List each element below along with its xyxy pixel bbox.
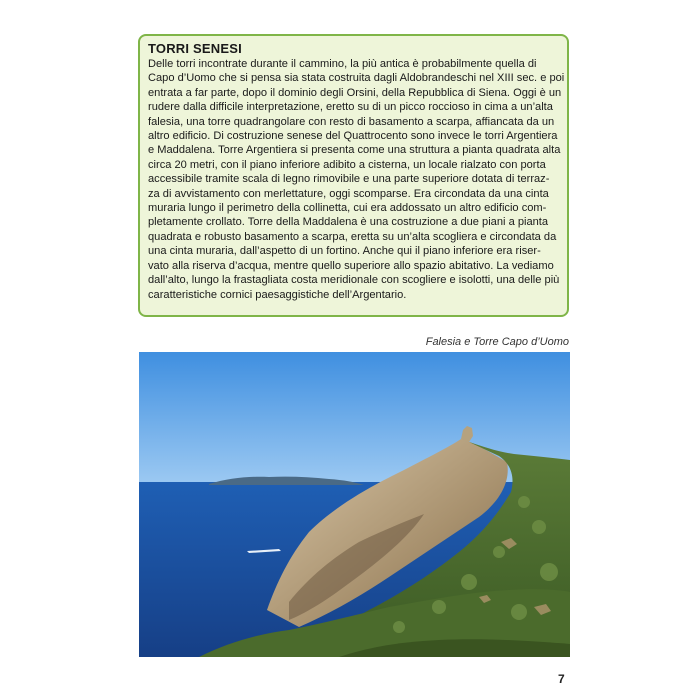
box-line: rudere dalla difficile interpretazione, eretto su di un picco roccioso in cima a un’alta xyxy=(148,101,553,114)
info-box xyxy=(138,34,569,317)
box-line: una cinta muraria, dall’aspetto di un fortino. Anche qui il piano inferiore era riser- xyxy=(148,245,541,258)
box-line: altro edificio. Di costruzione senese del Quattrocento sono invece le torri Argentiera xyxy=(148,130,558,143)
box-line: za di avvistamento con merlettature, oggi scomparse. Era circondata da una cinta xyxy=(148,187,549,200)
box-line: Delle torri incontrate durante il cammino, la più antica è probabilmente quella di xyxy=(148,58,537,70)
box-line: dall’alto, lungo la frastagliata costa meridionale con scogliere e isolotti, una delle più xyxy=(148,274,560,287)
box-line: accessibile tramite scala di legno rimovibile e una parte superiore dotata di terraz- xyxy=(148,173,550,186)
box-line: e Maddalena. Torre Argentiera si presenta come una struttura a pianta quadrata alta xyxy=(148,144,561,157)
box-line: pletamente crollato. Torre della Maddalena è una costruzione a due piani a pianta xyxy=(148,216,549,229)
landscape-photo xyxy=(139,352,570,657)
box-line: circa 20 metri, con il piano inferiore adibito a cisterna, un locale rialzato con porta xyxy=(148,158,546,171)
box-line: caratteristiche cornici paesaggistiche dell’Argentario. xyxy=(148,288,407,301)
box-body xyxy=(148,57,565,302)
box-line: quadrata e robusto basamento a scarpa, eretta su un’alta scogliera e circondata da xyxy=(148,230,557,243)
photo-caption: Falesia e Torre Capo d’Uomo xyxy=(425,336,569,348)
box-title: TORRI SENESI xyxy=(148,41,242,56)
box-line: muraria lungo il perimetro della collinetta, cui era addossato un altro edificio com- xyxy=(148,202,547,215)
page-number: 7 xyxy=(558,672,565,686)
box-line: vato alla riserva d’acqua, mentre quello superiore allo spazio abitativo. La vediamo xyxy=(148,259,554,272)
box-line: entrata a far parte, dopo il dominio degli Orsini, della Repubblica di Siena. Oggi è un xyxy=(148,86,562,99)
box-line: falesia, una torre quadrangolare con resto di basamento a scarpa, affiancata da un xyxy=(148,115,555,128)
box-line: Capo d’Uomo che si pensa sia stata costruita dagli Aldobrandeschi nel XIII sec. e poi xyxy=(148,72,565,85)
